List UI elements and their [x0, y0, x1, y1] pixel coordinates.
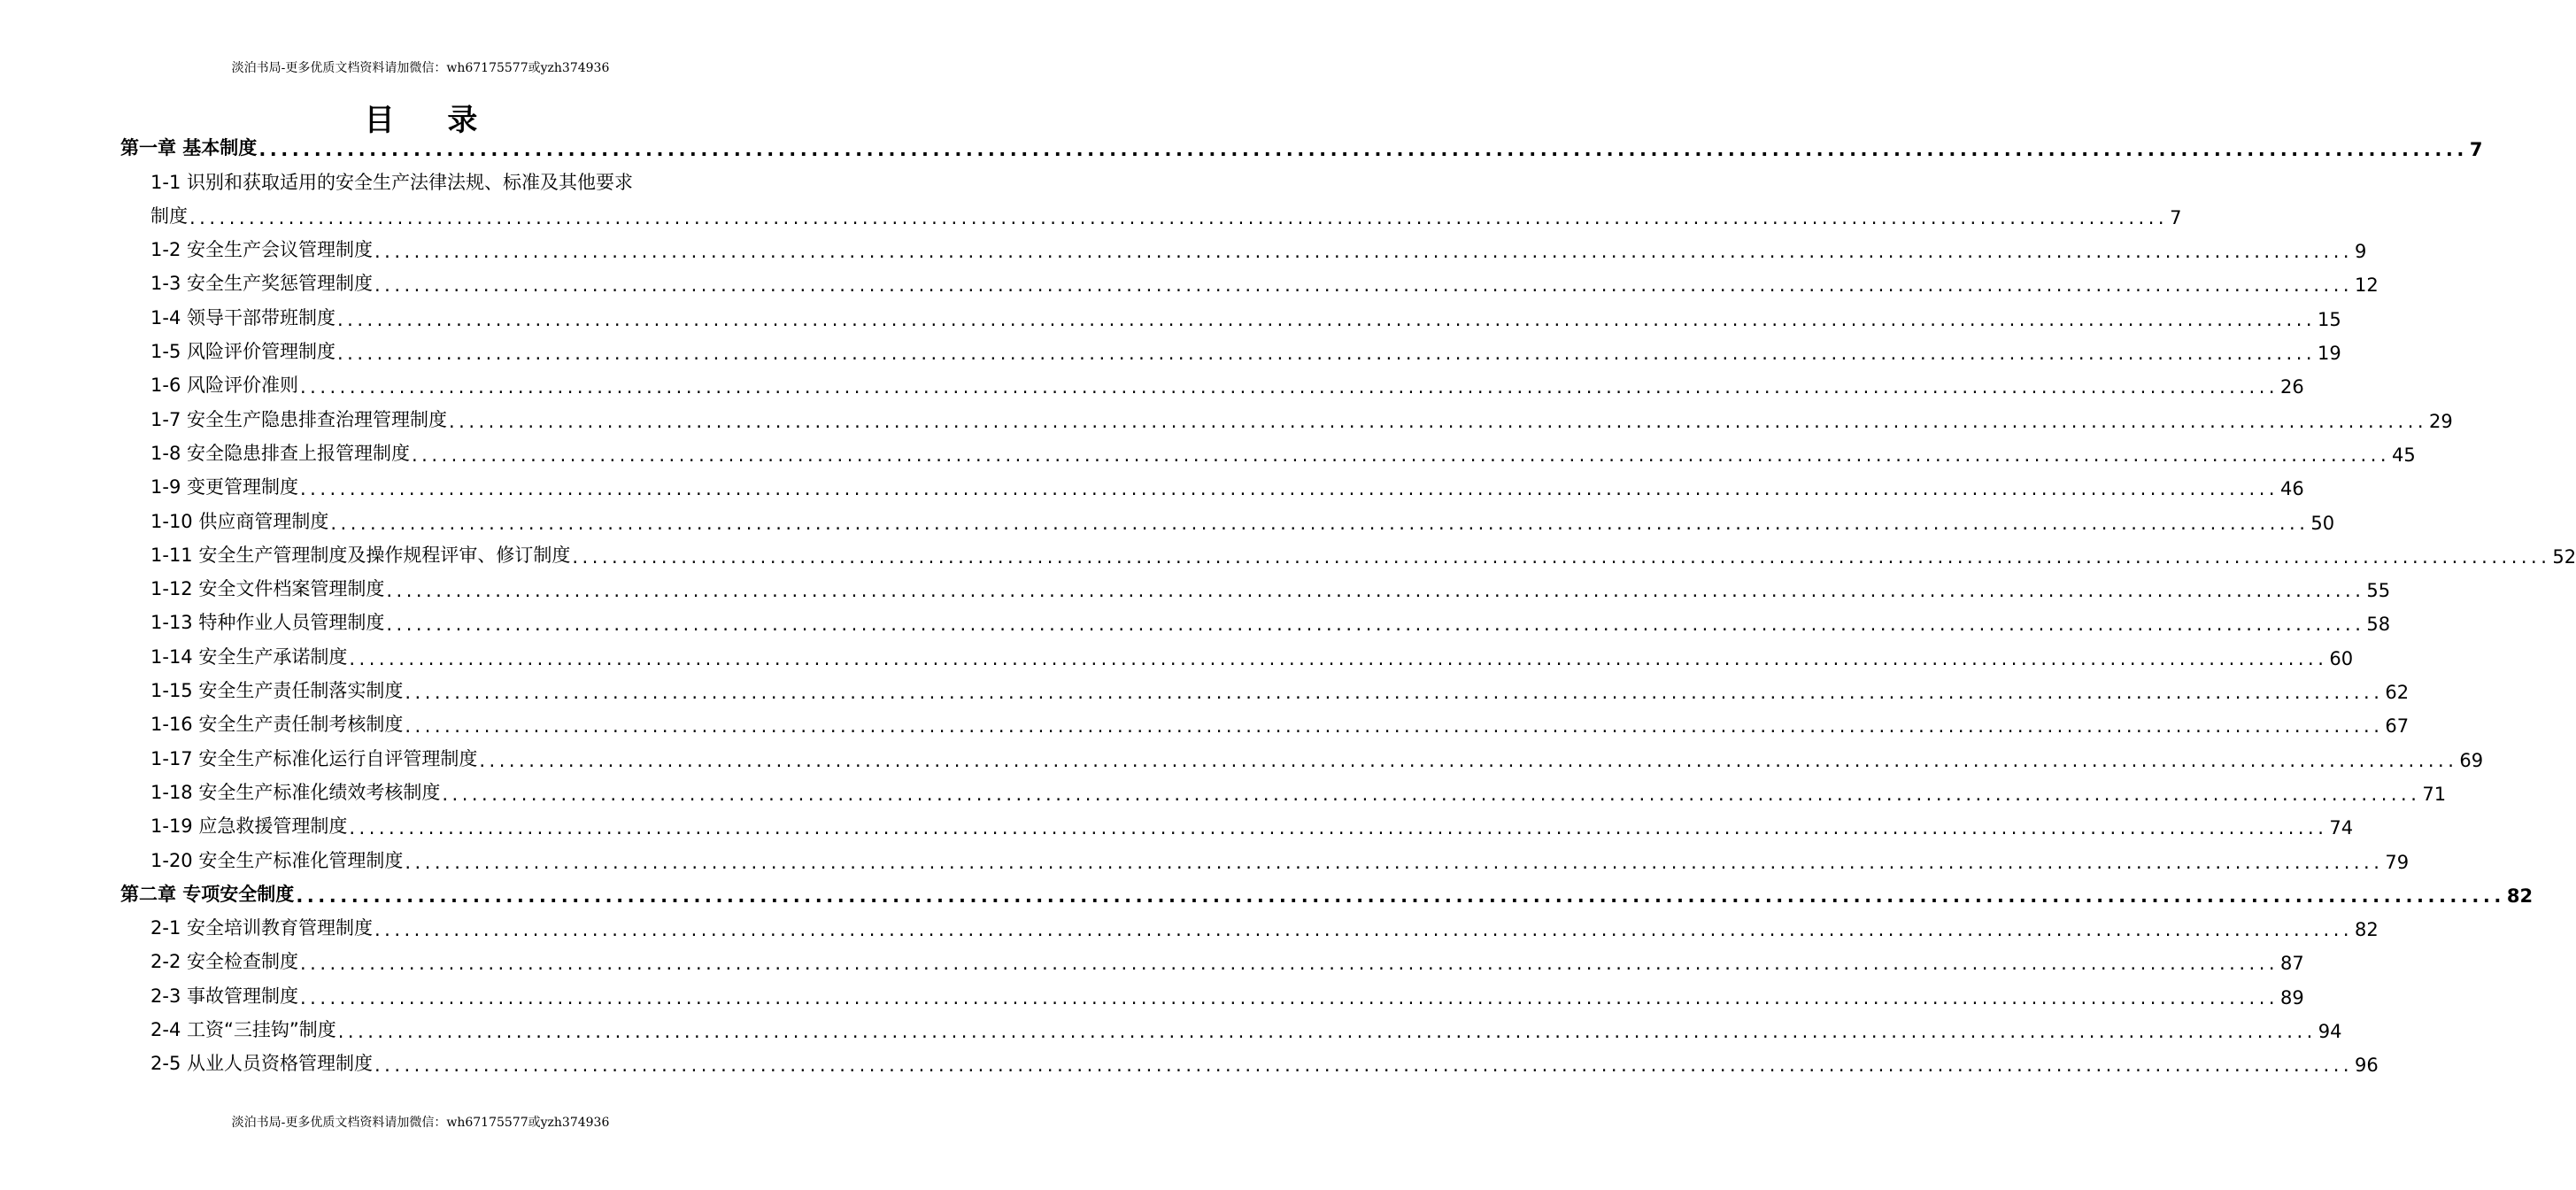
toc-dot-leader: ........................................................................................................................................................................................................	[337, 1021, 2317, 1043]
toc-page-number: 60	[2329, 647, 2354, 669]
page-footer: 淡泊书局-更多优质文档资料请加微信：wh67175577或yzh374936	[231, 1116, 610, 1130]
toc-entry-title: 制度	[150, 205, 188, 227]
toc-page-number: 45	[2392, 444, 2416, 466]
toc-entry-title: 1-9 变更管理制度	[150, 476, 298, 498]
toc-page-number: 94	[2318, 1021, 2342, 1043]
page-header: 淡泊书局-更多优质文档资料请加微信：wh67175577或yzh374936	[231, 61, 610, 75]
toc-entry[interactable]	[120, 703, 2410, 738]
toc-page-number: 29	[2429, 410, 2453, 432]
toc-page-number: 96	[2355, 1055, 2379, 1077]
toc-dot-leader: ........................................................................................................................................................................................................	[374, 241, 2354, 263]
toc-entry-title: 1-15 安全生产责任制落实制度	[150, 680, 404, 702]
toc-entry-title: 1-2 安全生产会议管理制度	[150, 239, 373, 261]
toc-entry[interactable]	[120, 838, 2410, 873]
toc-entry[interactable]	[120, 499, 2335, 534]
toc-entry[interactable]	[120, 601, 2391, 636]
toc-entry[interactable]	[120, 534, 2576, 568]
toc-entry[interactable]	[120, 160, 740, 194]
toc-dot-leader: ........................................................................................................................................................................................................	[299, 478, 2279, 500]
toc-entry-title: 1-10 供应商管理制度	[150, 510, 329, 532]
toc-page-number: 82	[2506, 885, 2534, 907]
toc-dot-leader: ........................................................................................................................................................................................................	[374, 919, 2354, 941]
toc-dot-leader: ........................................................................................................................................................................................................	[349, 647, 2328, 669]
toc-dot-leader: ........................................................................................................................................................................................................	[479, 749, 2458, 771]
toc-dot-leader: ........................................................................................................................................................................................................	[330, 512, 2310, 534]
toc-entry-title: 2-5 从业人员资格管理制度	[150, 1053, 373, 1075]
toc-page-number: 12	[2355, 274, 2379, 297]
toc-entry[interactable]	[120, 364, 2304, 398]
toc-page-number: 9	[2355, 241, 2367, 263]
toc-entry[interactable]	[120, 940, 2304, 975]
toc-entry-title: 2-1 安全培训教育管理制度	[150, 917, 373, 939]
toc-page-number: 15	[2318, 308, 2341, 330]
toc-dot-leader: ........................................................................................................................................................................................................	[405, 682, 2384, 704]
toc-chapter[interactable]	[120, 127, 2483, 161]
toc-entry-title: 1-14 安全生产承诺制度	[150, 645, 348, 668]
toc-entry[interactable]	[120, 635, 2354, 669]
toc-entry-title: 1-6 风险评价准则	[150, 375, 298, 397]
toc-entry-title: 1-12 安全文件档案管理制度	[150, 578, 385, 600]
toc-dot-leader: ........................................................................................................................................................................................................	[296, 885, 2505, 907]
toc-dot-leader: ........................................................................................................................................................................................................	[405, 851, 2384, 873]
toc-entry-title: 1-18 安全生产标准化绩效考核制度	[150, 781, 441, 803]
toc-page-number: 19	[2318, 343, 2341, 365]
toc-dot-leader: ........................................................................................................................................................................................................	[336, 343, 2317, 365]
toc-entry-title: 1-13 特种作业人员管理制度	[150, 612, 385, 634]
toc-entry-title: 1-1 识别和获取适用的安全生产法律法规、标准及其他要求	[150, 171, 633, 193]
toc-page-number: 89	[2280, 986, 2304, 1008]
toc-entry[interactable]	[120, 805, 2354, 839]
toc-page-number: 82	[2355, 919, 2379, 941]
toc-entry[interactable]	[120, 907, 2379, 941]
toc-entry-title: 1-16 安全生产责任制考核制度	[150, 714, 404, 736]
toc-entry-title: 2-4 工资“三挂钩”制度	[150, 1019, 336, 1041]
toc-entry[interactable]	[120, 568, 2391, 602]
toc-entry-title: 1-11 安全生产管理制度及操作规程评审、修订制度	[150, 544, 571, 566]
toc-entry[interactable]	[120, 1042, 2379, 1077]
toc-dot-leader: ........................................................................................................................................................................................................	[442, 783, 2421, 805]
toc-page-number: 52	[2552, 545, 2576, 568]
toc-entry-title: 1-3 安全生产奖惩管理制度	[150, 273, 373, 295]
page-title: 目 录	[364, 103, 499, 138]
toc-entry-title: 第一章 基本制度	[120, 137, 258, 159]
toc-entry[interactable]	[120, 466, 2304, 500]
toc-dot-leader: ........................................................................................................................................................................................................	[448, 410, 2428, 432]
toc-entry[interactable]	[120, 974, 2304, 1008]
toc-entry[interactable]	[120, 330, 2341, 365]
toc-page-number: 74	[2329, 817, 2354, 839]
toc-dot-leader: ........................................................................................................................................................................................................	[258, 139, 2468, 161]
toc-dot-leader: ........................................................................................................................................................................................................	[405, 715, 2384, 738]
toc-entry-title: 1-7 安全生产隐患排查治理管理制度	[150, 408, 447, 430]
toc-entry-title: 1-5 风险评价管理制度	[150, 341, 335, 363]
toc-page-number: 7	[2170, 206, 2182, 228]
toc-entry[interactable]	[120, 398, 2453, 432]
toc-entry-title: 1-19 应急救援管理制度	[150, 815, 348, 838]
toc-dot-leader: ........................................................................................................................................................................................................	[386, 580, 2365, 602]
toc-entry[interactable]	[120, 1008, 2342, 1043]
toc-page-number: 7	[2469, 139, 2483, 161]
toc-page-number: 50	[2310, 512, 2335, 534]
toc-page-number: 71	[2422, 783, 2447, 805]
toc-entry-title: 1-17 安全生产标准化运行自评管理制度	[150, 747, 478, 769]
toc-page-number: 55	[2366, 580, 2391, 602]
toc-page-number: 87	[2280, 953, 2304, 975]
toc-dot-leader: ........................................................................................................................................................................................................	[386, 614, 2365, 636]
toc-dot-leader: ........................................................................................................................................................................................................	[299, 376, 2279, 398]
toc-entry-title: 1-20 安全生产标准化管理制度	[150, 849, 404, 871]
toc-entry-title: 1-8 安全隐患排查上报管理制度	[150, 442, 410, 464]
toc-entry-title: 2-3 事故管理制度	[150, 985, 298, 1007]
toc-dot-leader: ........................................................................................................................................................................................................	[374, 1055, 2354, 1077]
toc-chapter[interactable]	[120, 873, 2534, 907]
toc-entry[interactable]	[120, 669, 2410, 704]
toc-dot-leader: ........................................................................................................................................................................................................	[336, 308, 2317, 330]
toc-entry-title: 第二章 专项安全制度	[120, 883, 295, 905]
toc-dot-leader: ........................................................................................................................................................................................................	[411, 444, 2391, 466]
toc-dot-leader: ........................................................................................................................................................................................................	[572, 545, 2551, 568]
toc-entry[interactable]	[120, 771, 2447, 805]
toc-entry[interactable]	[120, 432, 2416, 466]
toc-dot-leader: ........................................................................................................................................................................................................	[374, 274, 2354, 297]
toc-entry-title: 1-4 领导干部带班制度	[150, 306, 335, 328]
toc-page-number: 67	[2385, 715, 2410, 738]
toc-entry[interactable]	[120, 228, 2367, 263]
toc-entry[interactable]	[120, 262, 2379, 297]
toc-dot-leader: ........................................................................................................................................................................................................	[189, 206, 2169, 228]
toc-entry[interactable]	[120, 296, 2341, 330]
toc-page-number: 58	[2366, 614, 2391, 636]
toc-dot-leader: ........................................................................................................................................................................................................	[349, 817, 2328, 839]
toc-page-number: 69	[2459, 749, 2484, 771]
toc-page-number: 46	[2280, 478, 2304, 500]
toc-dot-leader: ........................................................................................................................................................................................................	[299, 986, 2279, 1008]
toc-entry-title: 2-2 安全检查制度	[150, 951, 298, 973]
toc-page-number: 62	[2385, 682, 2410, 704]
toc-dot-leader: ........................................................................................................................................................................................................	[299, 953, 2279, 975]
toc-entry[interactable]	[120, 195, 2182, 228]
toc-page-number: 79	[2385, 851, 2410, 873]
toc-page-number: 26	[2280, 376, 2304, 398]
table-of-contents	[120, 127, 2576, 1077]
toc-entry[interactable]	[120, 737, 2484, 771]
